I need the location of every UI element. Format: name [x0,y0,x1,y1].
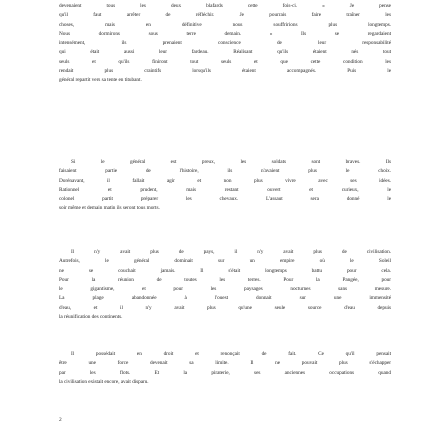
text-line: Il possédait en droit et renonçait de fait. Ce qu'il pensait [71,351,391,357]
paragraph-1 [59,2,391,86]
paragraph-2 [59,158,391,214]
text-line: seuls et qu'ils finiront tout seuls et que cette condition les [59,58,391,65]
text-line: Dorénavant, il fallait agir et non plus vivre avec ses idées. [59,177,391,184]
text-line: général repartit vers sa tente en titubant. [59,77,142,84]
text-line: être une force devenait sa limite. Il ne pouvait plus s'échapper [59,360,391,367]
text-line: la réunification des continents. [59,314,123,321]
text-line: Si le général est preux, les soldats sont braves. Ils [71,159,391,165]
page-number: 2 [59,417,62,423]
text-line: devenaient tous les deux blafards cette fois-ci. « Je pense [59,3,391,9]
text-line: Il n'y avait plus de pays, il n'y avait plus de civilisation. [71,249,391,255]
text-line: d'eau, et il n'y avait plus qu'une seule source d'eau depuis [59,304,391,311]
text-line: choses, mais en définitive nous souffririons plus longtemps. [59,21,391,28]
text-line: qu'il faut arrêter de réfléchir. Je pourrais faire traîner les [59,12,391,19]
text-line: Nous dormirons sous terre demain. » Ils se regardaient [59,30,391,37]
text-line: Autrefois, le général dominait sur un empire où le Soleil [59,258,391,265]
text-line: soir même et demain matin ils seront tous morts. [59,205,160,212]
text-line: faisaient partie de l'histoire, ils n'avaient plus le choix. [59,168,391,175]
text-line: le gigantisme, et pour les paysages nocturnes sans mesure. [59,286,391,293]
text-line: Rationnel et prudent, mais restant ouvert et curieux, le [59,186,391,193]
text-line: ne se couchait jamais. Il s'était longtemps battu pour cela. [59,267,391,274]
text-line: qui était aussi leur fardeau. Réalisant qu'ils étaient nés tout [59,49,391,56]
text-line: Pour la réunion de toutes les terres. Pour la Pangée, pour [59,276,391,283]
paragraph-3 [59,248,391,322]
text-line: rendait plus craintifs lorsqu'ils étaient accompagnés. Puis le [59,68,391,75]
text-line: La plage abandonnée à l'ouest donnait sur une immensité [59,295,391,302]
text-line: par les flots. Et la piraterie, ses anciennes occupations quand [59,369,391,376]
text-line: la civilisation existait encore, avait disparu. [59,378,149,385]
text-line: colonel partit préparer les chevaux. L'assaut sera donné le [59,196,391,203]
text-line: intensément, ils prenaient conscience de leur responsabilité [59,40,391,47]
paragraph-4 [59,350,391,387]
